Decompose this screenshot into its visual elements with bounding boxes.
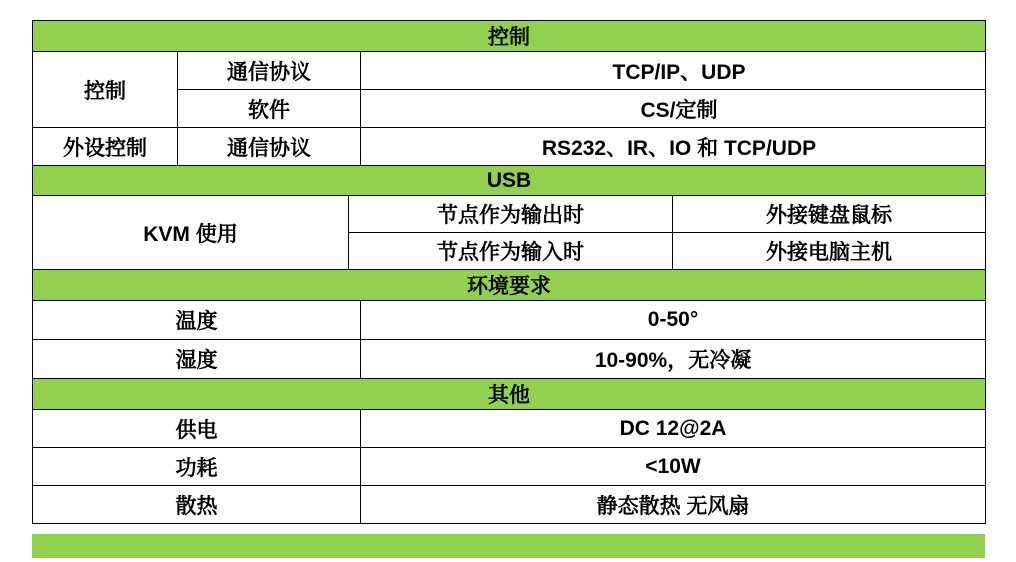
cell-node-output-value: 外接键盘鼠标 — [673, 196, 986, 233]
cell-node-input-value: 外接电脑主机 — [673, 233, 986, 270]
section-header-row-other — [33, 379, 986, 410]
cell-power-consumption-value: <10W — [361, 448, 986, 486]
section-header-control: 控制 — [33, 21, 986, 52]
cell-temperature-value: 0-50° — [361, 301, 986, 340]
section-header-other: 其他 — [33, 379, 986, 410]
table-row — [33, 340, 986, 379]
table-row — [33, 410, 986, 448]
cell-control-protocol-value: TCP/IP、UDP — [361, 52, 986, 90]
section-header-row-environment — [33, 270, 986, 301]
cell-peripheral-protocol-label: 通信协议 — [178, 128, 361, 166]
cell-node-input-label: 节点作为输入时 — [349, 233, 673, 270]
table-row — [33, 128, 986, 166]
cell-node-output-label: 节点作为输出时 — [349, 196, 673, 233]
specification-table — [32, 20, 986, 524]
table-row — [33, 448, 986, 486]
section-header-environment: 环境要求 — [33, 270, 986, 301]
cell-control-software-label: 软件 — [178, 90, 361, 128]
cell-peripheral-control-label: 外设控制 — [33, 128, 178, 166]
cell-power-supply-label: 供电 — [33, 410, 361, 448]
cell-control-protocol-label: 通信协议 — [178, 52, 361, 90]
section-header-row-control — [33, 21, 986, 52]
cell-humidity-label: 湿度 — [33, 340, 361, 379]
section-header-usb: USB — [33, 166, 986, 196]
cell-temperature-label: 温度 — [33, 301, 361, 340]
bottom-green-bar — [32, 534, 985, 558]
cell-power-supply-value: DC 12@2A — [361, 410, 986, 448]
cell-cooling-label: 散热 — [33, 486, 361, 524]
table-row — [33, 301, 986, 340]
cell-control-group-label: 控制 — [33, 52, 178, 128]
cell-power-consumption-label: 功耗 — [33, 448, 361, 486]
table-row — [33, 486, 986, 524]
cell-humidity-value: 10-90%，无冷凝 — [361, 340, 986, 379]
cell-control-software-value: CS/定制 — [361, 90, 986, 128]
section-header-row-usb — [33, 166, 986, 196]
cell-peripheral-protocol-value: RS232、IR、IO 和 TCP/UDP — [361, 128, 986, 166]
table-row — [33, 196, 986, 233]
cell-kvm-label: KVM 使用 — [33, 196, 349, 270]
table-row — [33, 52, 986, 90]
cell-cooling-value: 静态散热 无风扇 — [361, 486, 986, 524]
